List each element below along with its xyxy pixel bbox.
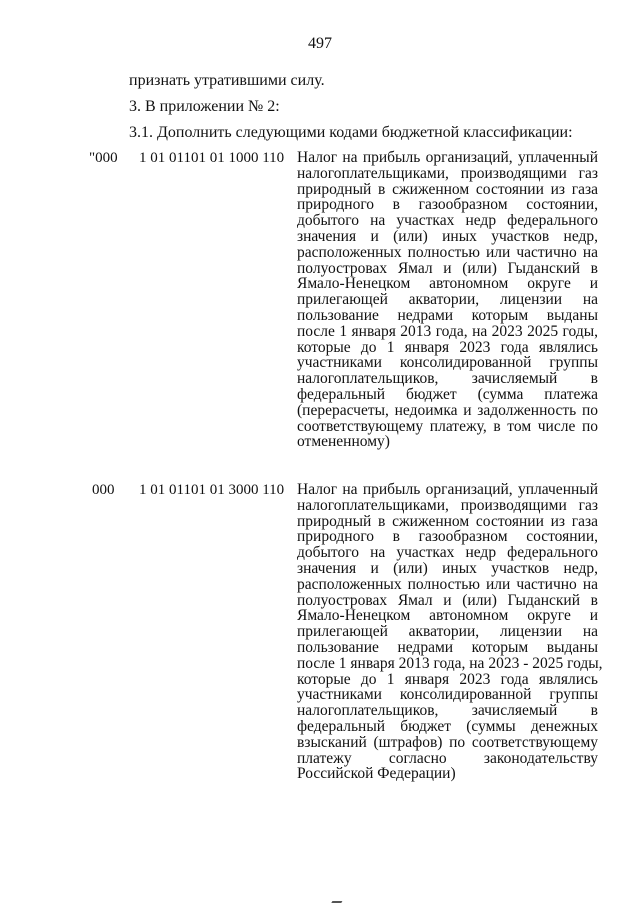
description-line: добытого на участках недр федерального [297,544,598,562]
description-line: Налог на прибыль организаций, уплаченный [297,481,598,498]
description-line: расположенных полностью или частично на [297,243,598,261]
description-line: Ямало-Ненецком автономном округе и [297,275,598,293]
description-line: пользование недрами которым выданы [297,638,598,656]
description-line: налогоплательщиков, зачисляемый в [297,370,598,388]
paragraph-repeal: признать утратившими силу. [129,72,325,89]
description-line: федеральный бюджет (сумма платежа [297,385,598,403]
description-line: участниками консолидированной группы [297,354,598,372]
page-number: 497 [308,35,332,52]
description-line: федеральный бюджет (суммы денежных [297,717,598,735]
paragraph-add-codes: 3.1. Дополнить следующими кодами бюджетной классификации: [129,124,573,141]
description-line: пользование недрами которым выданы [297,306,598,324]
code-description [297,481,603,783]
description-line: соответствующему платежу, в том числе по [297,417,598,435]
description-line: Ямало-Ненецком автономном округе и [297,607,598,625]
budget-classification-code: 1 01 01101 01 3000 110 [139,482,285,498]
description-line: природного в газообразном состоянии, [297,528,598,546]
description-line: прилегающей акватории, лицензии на [297,623,598,641]
paragraph-appendix-heading: 3. В приложении № 2: [129,98,280,115]
code-description [297,150,598,450]
description-line: добытого на участках недр федерального [297,212,598,230]
description-line: значения и (или) иных участков недр, [297,559,598,577]
description-line: значения и (или) иных участков недр, [297,227,598,245]
description-line: природный в сжиженном состоянии из газа [297,180,598,198]
description-line: прилегающей акватории, лицензии на [297,291,598,309]
budget-classification-code: 1 01 01101 01 1000 110 [139,150,285,166]
description-line: расположенных полностью или частично на [297,575,598,593]
description-line: после 1 января 2013 года, на 2023 2025 годы, [297,322,598,340]
description-line: Российской Федерации) [297,765,456,783]
description-line: после 1 января 2013 года, на 2023 - 2025 годы, [297,654,603,672]
description-line: участниками консолидированной группы [297,686,598,704]
description-line: природного в газообразном состоянии, [297,196,598,214]
description-line: отмененному) [297,433,390,451]
description-line: полуостровах Ямал и (или) Гыданский в [297,591,598,609]
description-line: полуостровах Ямал и (или) Гыданский в [297,259,598,277]
admin-code: "000 [89,150,118,166]
description-line: природный в сжиженном состоянии из газа [297,512,598,530]
scan-artifact-mark [331,897,344,903]
description-line: налогоплательщиками, производящими газ [297,496,598,514]
description-line: Налог на прибыль организаций, уплаченный [297,149,598,166]
description-line: платежу согласно законодательству [297,749,598,767]
description-line: налогоплательщиков, зачисляемый в [297,702,598,720]
admin-code: 000 [92,482,115,498]
description-line: (перерасчеты, недоимка и задолженность по [297,401,598,419]
description-line: взысканий (штрафов) по соответствующему [297,733,598,751]
description-line: которые до 1 января 2023 года являлись [297,670,598,688]
description-line: которые до 1 января 2023 года являлись [297,338,598,356]
description-line: налогоплательщиками, производящими газ [297,164,598,182]
